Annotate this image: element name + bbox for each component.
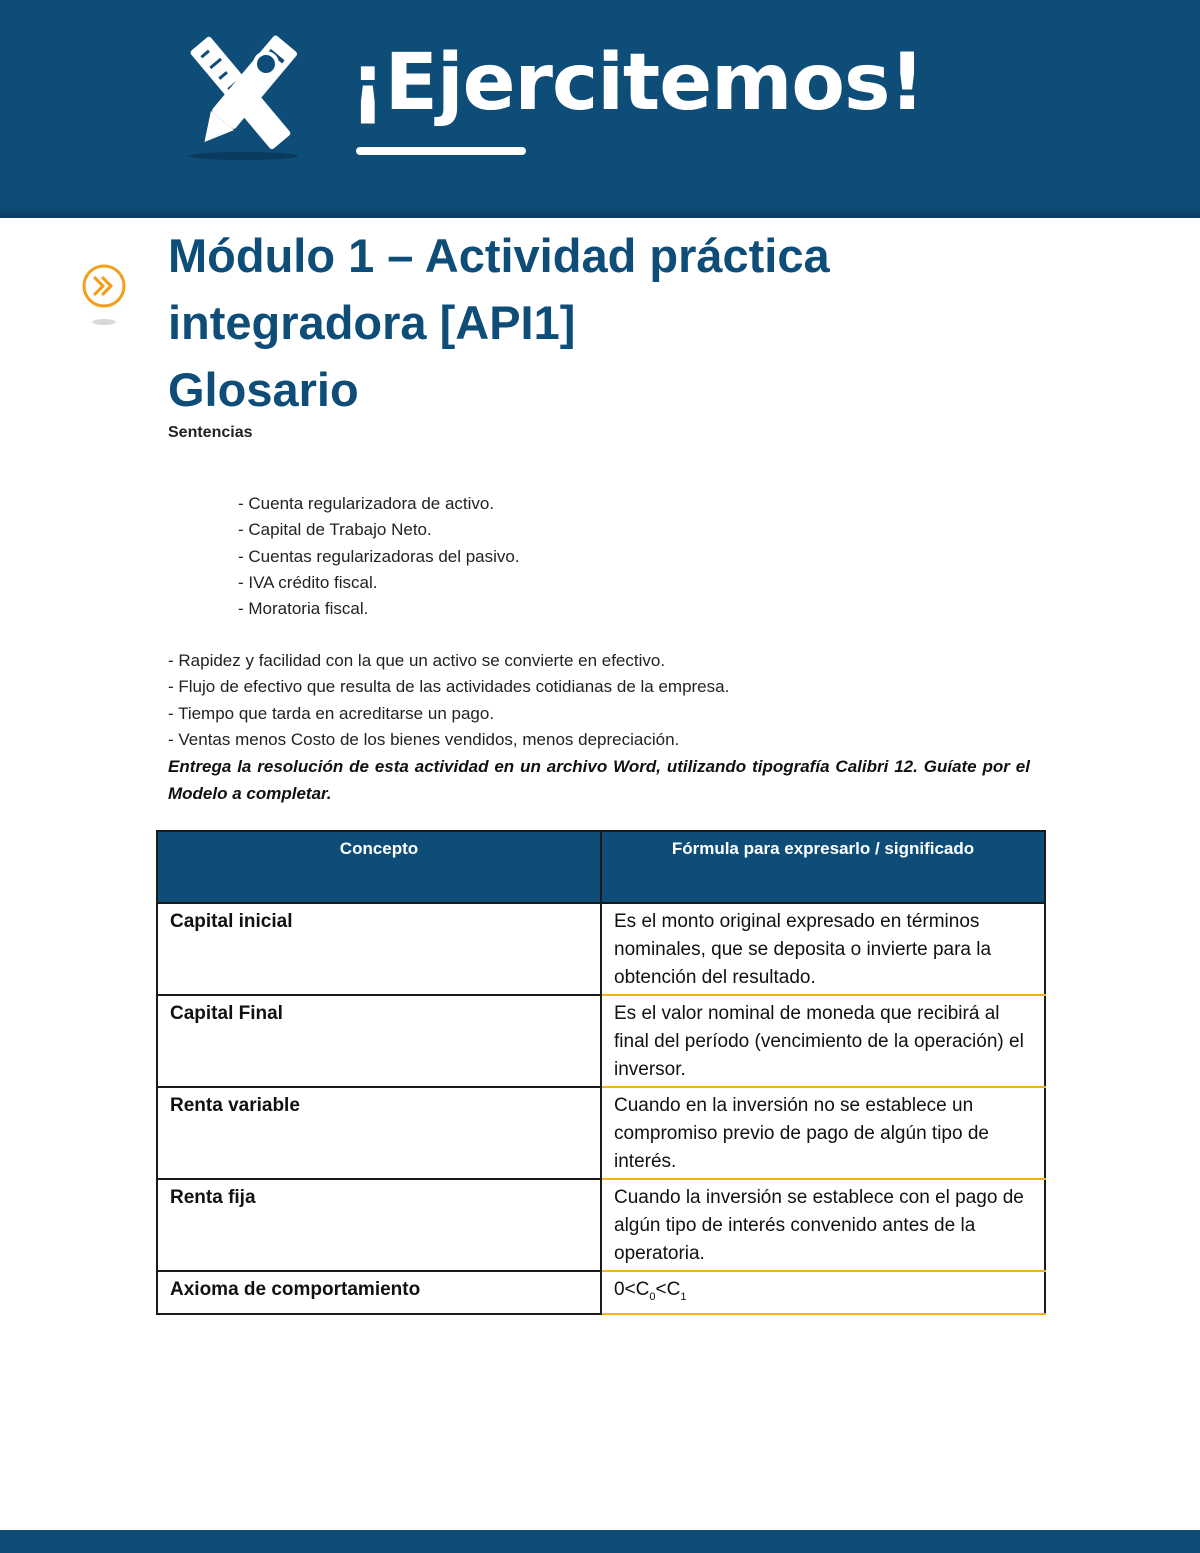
column-header-formula: Fórmula para expresarlo / significado [601, 831, 1045, 903]
meaning-cell: Cuando la inversión se establece con el pago de algún tipo de interés convenido antes de la operatoria. [601, 1179, 1045, 1271]
list-item: - Cuenta regularizadora de activo. [238, 494, 495, 513]
footer-bar [0, 1530, 1200, 1553]
table-header-row [157, 831, 1045, 903]
concept-cell: Renta fija [157, 1179, 601, 1271]
meaning-cell: Cuando en la inversión no se establece un compromiso previo de pago de algún tipo de interés. [601, 1087, 1045, 1179]
formula-cell [601, 1271, 1045, 1314]
table-row [157, 1087, 1045, 1179]
list-item: - IVA crédito fiscal. [238, 572, 378, 592]
concept-cell: Capital inicial [157, 903, 601, 995]
table-row [157, 995, 1045, 1087]
double-chevron-right-icon [78, 264, 130, 328]
module-title-line2: integradora [API1] [168, 296, 576, 349]
glossary-table [156, 830, 1046, 1315]
meaning-cell: Es el valor nominal de moneda que recibirá al final del período (vencimiento de la operación) el inversor. [601, 995, 1045, 1087]
concept-cell: Axioma de comportamiento [157, 1271, 601, 1314]
table-row [157, 903, 1045, 995]
formula-subscript-1: 1 [680, 1290, 687, 1303]
banner-title: ¡Ejercitemos! [350, 38, 924, 128]
list-item: - Tiempo que tarda en acreditarse un pago. [168, 703, 495, 723]
table-row [157, 1179, 1045, 1271]
page-title [168, 222, 1068, 423]
list-item: - Ventas menos Costo de los bienes vendidos, menos depreciación. [168, 729, 680, 749]
section-title: Glosario [168, 363, 359, 416]
list-item: - Rapidez y facilidad con la que un activo se convierte en efectivo. [168, 651, 666, 670]
meaning-cell: Es el monto original expresado en términos nominales, que se deposita o invierte para la obtención del resultado. [601, 903, 1045, 995]
formula-prefix: 0<C [614, 1279, 650, 1300]
header-banner [0, 0, 1200, 216]
banner-shadow [0, 206, 1200, 218]
table-row [157, 1271, 1045, 1314]
concept-cell: Capital Final [157, 995, 601, 1087]
formula-subscript-0: 0 [649, 1290, 656, 1303]
list-item: - Capital de Trabajo Neto. [238, 520, 432, 540]
module-title-line1: Módulo 1 – Actividad práctica [168, 229, 830, 282]
concept-cell: Renta variable [157, 1087, 601, 1179]
sentencias-label: Sentencias [168, 424, 253, 441]
sentence-list [168, 648, 729, 753]
instruction-text: Entrega la resolución de esta actividad en un archivo Word, utilizando tipografía Calibri 12. Guíate por el Modelo a completar. [168, 757, 1030, 803]
column-header-concepto: Concepto [157, 831, 601, 903]
list-item: - Moratoria fiscal. [238, 599, 369, 619]
list-item: - Cuentas regularizadoras del pasivo. [238, 546, 520, 566]
ruler-pencil-icon [178, 28, 308, 163]
banner-underline [356, 147, 526, 155]
formula-mid: <C [655, 1279, 681, 1300]
indented-sentence-list [238, 491, 520, 622]
list-item: - Flujo de efectivo que resulta de las actividades cotidianas de la empresa. [168, 677, 730, 697]
